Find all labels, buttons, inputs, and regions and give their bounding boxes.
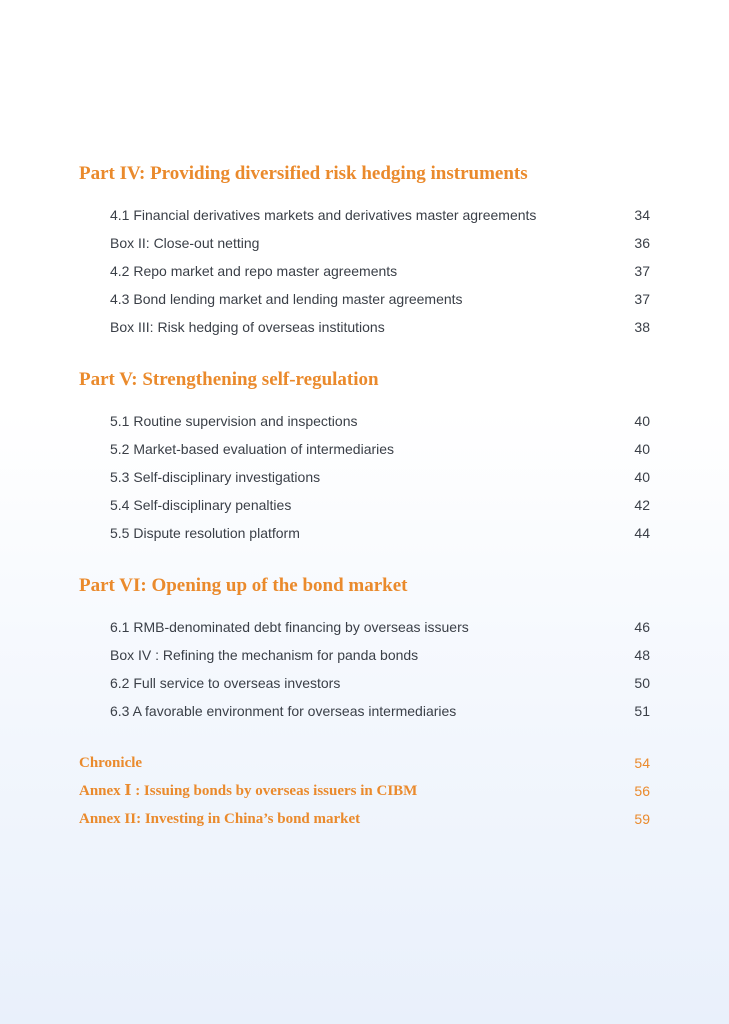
toc-entry-page: 37 bbox=[634, 291, 650, 307]
toc-entry-label: 5.4 Self-disciplinary penalties bbox=[110, 497, 292, 513]
toc-entry-page: 36 bbox=[634, 235, 650, 251]
part-iv-heading[interactable]: Part IV: Providing diversified risk hedging instruments bbox=[79, 163, 528, 184]
toc-entry-label: 5.2 Market-based evaluation of intermediaries bbox=[110, 441, 395, 457]
toc-entry-label: 4.2 Repo market and repo master agreements bbox=[110, 263, 398, 279]
toc-entry-5-3[interactable] bbox=[110, 467, 650, 487]
toc-entry-page: 40 bbox=[634, 413, 650, 429]
toc-entry-page: 50 bbox=[634, 675, 650, 691]
toc-entry-page: 42 bbox=[634, 497, 650, 513]
toc-entry-label: 4.3 Bond lending market and lending master agreements bbox=[110, 291, 463, 307]
toc-entry-4-1[interactable] bbox=[110, 205, 650, 225]
part-vi-heading[interactable]: Part VI: Opening up of the bond market bbox=[79, 575, 408, 596]
toc-entry-label: Chronicle bbox=[79, 755, 143, 771]
toc-entry-box-iv[interactable] bbox=[110, 645, 650, 665]
toc-entry-annex-ii[interactable] bbox=[79, 809, 650, 829]
toc-entry-page: 54 bbox=[634, 755, 650, 771]
toc-entry-annex-i[interactable] bbox=[79, 781, 650, 801]
toc-entry-page: 40 bbox=[634, 469, 650, 485]
toc-entry-page: 56 bbox=[634, 783, 650, 799]
toc-entry-page: 44 bbox=[634, 525, 650, 541]
toc-entry-5-5[interactable] bbox=[110, 523, 650, 543]
toc-entry-page: 46 bbox=[634, 619, 650, 635]
toc-entry-label: 5.3 Self-disciplinary investigations bbox=[110, 469, 321, 485]
part-v-heading[interactable]: Part V: Strengthening self-regulation bbox=[79, 369, 379, 390]
toc-entry-label: 6.2 Full service to overseas investors bbox=[110, 675, 341, 691]
toc-entry-4-3[interactable] bbox=[110, 289, 650, 309]
toc-entry-5-2[interactable] bbox=[110, 439, 650, 459]
toc-entry-label: 6.1 RMB-denominated debt financing by overseas issuers bbox=[110, 619, 469, 635]
toc-entry-label: 5.5 Dispute resolution platform bbox=[110, 525, 300, 541]
toc-entry-page: 48 bbox=[634, 647, 650, 663]
toc-entry-6-3[interactable] bbox=[110, 701, 650, 721]
toc-entry-label: Box III: Risk hedging of overseas institutions bbox=[110, 319, 385, 335]
toc-entry-label: Annex Ⅰ : Issuing bonds by overseas issuers in CIBM bbox=[79, 783, 418, 799]
toc-entry-6-2[interactable] bbox=[110, 673, 650, 693]
toc-entry-page: 37 bbox=[634, 263, 650, 279]
toc-entry-chronicle[interactable] bbox=[79, 753, 650, 773]
toc-entry-label: 5.1 Routine supervision and inspections bbox=[110, 413, 358, 429]
toc-entry-6-1[interactable] bbox=[110, 617, 650, 637]
toc-entry-page: 34 bbox=[634, 207, 650, 223]
toc-entry-label: Annex II: Investing in China’s bond market bbox=[79, 811, 361, 827]
toc-entry-label: Box IV : Refining the mechanism for panda bonds bbox=[110, 647, 419, 663]
toc-entry-label: 6.3 A favorable environment for overseas intermediaries bbox=[110, 703, 457, 719]
toc-entry-page: 40 bbox=[634, 441, 650, 457]
toc-entry-label: 4.1 Financial derivatives markets and derivatives master agreements bbox=[110, 207, 537, 223]
toc-entry-page: 51 bbox=[634, 703, 650, 719]
toc-entry-5-1[interactable] bbox=[110, 411, 650, 431]
toc-entry-page: 59 bbox=[634, 811, 650, 827]
toc-entry-5-4[interactable] bbox=[110, 495, 650, 515]
toc-entry-box-ii[interactable] bbox=[110, 233, 650, 253]
toc-entry-label: Box II: Close-out netting bbox=[110, 235, 260, 251]
toc-entry-page: 38 bbox=[634, 319, 650, 335]
toc-entry-box-iii[interactable] bbox=[110, 317, 650, 337]
toc-entry-4-2[interactable] bbox=[110, 261, 650, 281]
